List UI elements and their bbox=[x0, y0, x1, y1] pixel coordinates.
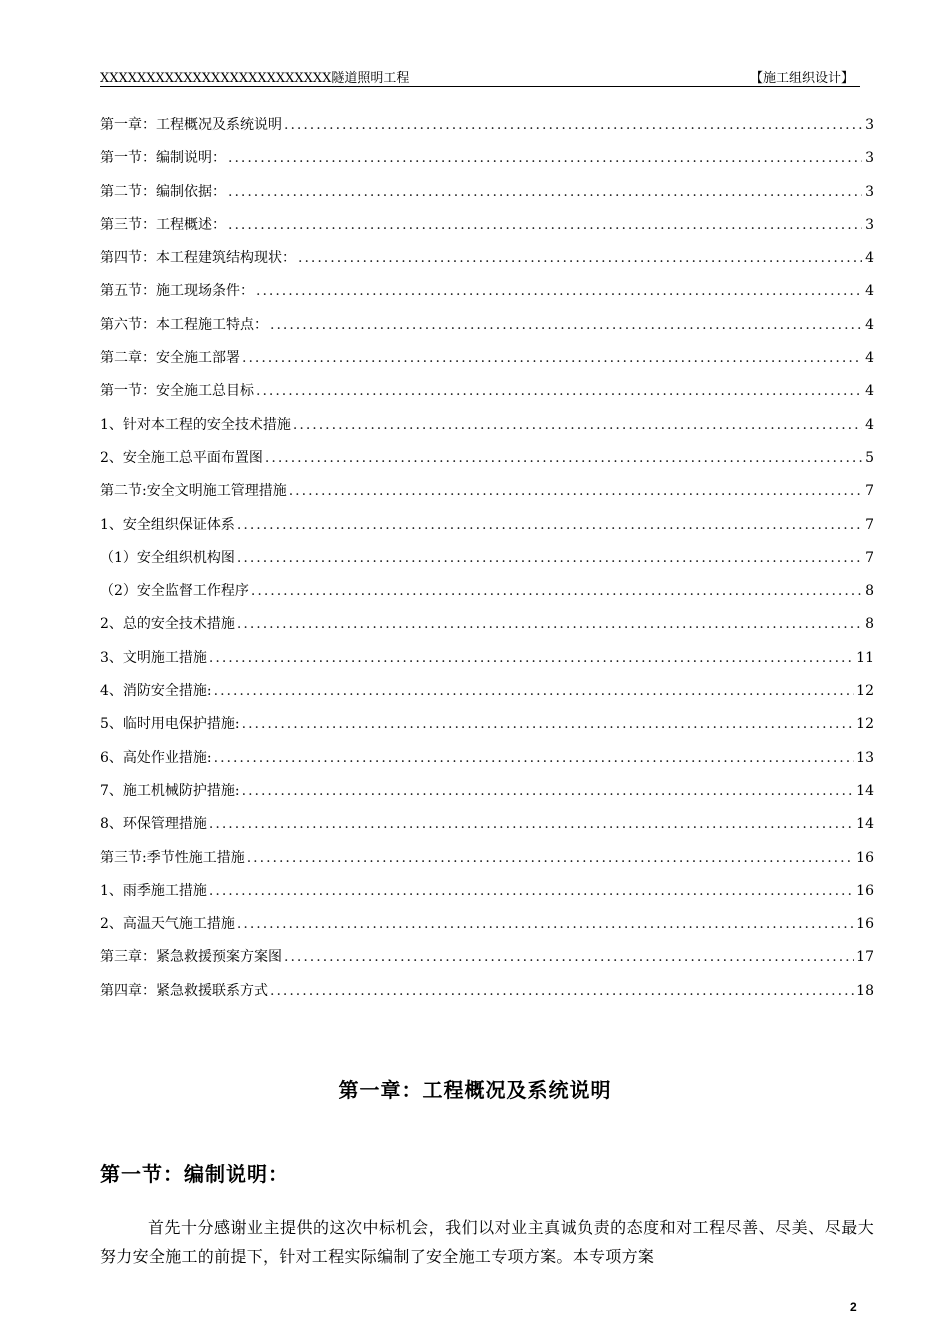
toc-entry-title: 第一节：编制说明： bbox=[100, 150, 226, 167]
toc-entry-page: 4 bbox=[865, 383, 874, 400]
toc-entry-page: 16 bbox=[856, 916, 874, 933]
table-of-contents bbox=[100, 114, 874, 1013]
chapter-title: 第一章：工程概况及系统说明 bbox=[338, 1078, 612, 1102]
toc-dot-leader bbox=[256, 283, 862, 299]
toc-entry-page: 3 bbox=[865, 150, 874, 167]
toc-entry-page: 4 bbox=[865, 416, 874, 433]
toc-entry[interactable] bbox=[100, 580, 874, 613]
toc-entry[interactable] bbox=[100, 713, 874, 746]
toc-dot-leader bbox=[214, 683, 855, 699]
toc-entry-title: （1）安全组织机构图 bbox=[100, 549, 235, 566]
body-paragraph: 首先十分感谢业主提供的这次中标机会，我们以对业主真诚负责的态度和对工程尽善、尽美、尽最大努力安全施工的前提下，针对工程实际编制了安全施工专项方案。本专项方案 bbox=[100, 1218, 874, 1266]
toc-entry[interactable] bbox=[100, 181, 874, 214]
toc-entry[interactable] bbox=[100, 214, 874, 247]
toc-dot-leader bbox=[289, 483, 862, 499]
toc-entry-title: 2、总的安全技术措施 bbox=[100, 616, 235, 633]
toc-entry[interactable] bbox=[100, 880, 874, 913]
toc-entry-page: 14 bbox=[856, 816, 874, 833]
toc-entry[interactable] bbox=[100, 980, 874, 1013]
toc-dot-leader bbox=[270, 317, 862, 333]
toc-entry-page: 3 bbox=[865, 183, 874, 200]
toc-entry[interactable] bbox=[100, 247, 874, 280]
toc-entry[interactable] bbox=[100, 114, 874, 147]
toc-entry-page: 7 bbox=[865, 516, 874, 533]
toc-dot-leader bbox=[242, 716, 855, 732]
toc-entry-title: 第三节：工程概述： bbox=[100, 216, 226, 233]
toc-dot-leader bbox=[251, 583, 862, 599]
toc-entry-page: 8 bbox=[865, 616, 874, 633]
toc-entry-page: 4 bbox=[865, 350, 874, 367]
page-header bbox=[100, 64, 860, 87]
toc-entry[interactable] bbox=[100, 147, 874, 180]
toc-dot-leader bbox=[237, 550, 862, 566]
toc-entry-title: 2、安全施工总平面布置图 bbox=[100, 449, 263, 466]
toc-dot-leader bbox=[256, 383, 862, 399]
toc-entry-title: 第三章：紧急救援预案方案图 bbox=[100, 949, 282, 966]
toc-entry-title: 6、高处作业措施: bbox=[100, 749, 212, 766]
toc-entry[interactable] bbox=[100, 414, 874, 447]
toc-entry-title: 第二节：编制依据： bbox=[100, 183, 226, 200]
toc-dot-leader bbox=[237, 916, 854, 932]
toc-entry[interactable] bbox=[100, 913, 874, 946]
toc-entry-title: 第一章：工程概况及系统说明 bbox=[100, 117, 282, 133]
toc-entry[interactable] bbox=[100, 680, 874, 713]
toc-entry-page: 5 bbox=[865, 449, 874, 466]
toc-entry-title: 1、针对本工程的安全技术措施 bbox=[100, 416, 291, 433]
toc-entry[interactable] bbox=[100, 347, 874, 380]
toc-dot-leader bbox=[270, 983, 854, 999]
toc-entry[interactable] bbox=[100, 447, 874, 480]
toc-entry-title: 第二章：安全施工部署 bbox=[100, 350, 240, 367]
toc-entry[interactable] bbox=[100, 547, 874, 580]
toc-entry[interactable] bbox=[100, 946, 874, 979]
toc-entry-page: 11 bbox=[856, 649, 874, 666]
toc-dot-leader bbox=[298, 250, 862, 266]
toc-entry-title: 第六节：本工程施工特点： bbox=[100, 316, 268, 333]
toc-entry[interactable] bbox=[100, 280, 874, 313]
toc-entry-title: 第一节：安全施工总目标 bbox=[100, 383, 254, 400]
toc-entry-title: 8、环保管理措施 bbox=[100, 816, 207, 833]
toc-entry-page: 4 bbox=[865, 250, 874, 267]
toc-entry[interactable] bbox=[100, 314, 874, 347]
toc-entry[interactable] bbox=[100, 613, 874, 646]
toc-dot-leader bbox=[247, 850, 854, 866]
toc-dot-leader bbox=[242, 350, 862, 366]
toc-dot-leader bbox=[209, 883, 854, 899]
toc-dot-leader bbox=[284, 117, 862, 133]
toc-entry-page: 4 bbox=[865, 316, 874, 333]
toc-dot-leader bbox=[242, 783, 855, 799]
toc-entry-title: 1、雨季施工措施 bbox=[100, 882, 207, 899]
page-number: 2 bbox=[850, 1300, 857, 1314]
toc-entry-title: 第四章：紧急救援联系方式 bbox=[100, 982, 268, 999]
toc-entry-page: 18 bbox=[856, 982, 874, 999]
toc-dot-leader bbox=[209, 650, 854, 666]
toc-entry-page: 4 bbox=[865, 283, 874, 300]
toc-entry-title: 第四节：本工程建筑结构现状： bbox=[100, 250, 296, 267]
toc-entry[interactable] bbox=[100, 847, 874, 880]
toc-entry-page: 12 bbox=[856, 716, 874, 733]
header-doc-type: 【施工组织设计】 bbox=[749, 71, 854, 86]
header-project-name: XXXXXXXXXXXXXXXXXXXXXXXXX隧道照明工程 bbox=[100, 71, 410, 86]
toc-entry-title: 3、文明施工措施 bbox=[100, 649, 207, 666]
toc-entry[interactable] bbox=[100, 514, 874, 547]
toc-entry-title: 4、消防安全措施: bbox=[100, 683, 212, 700]
toc-entry[interactable] bbox=[100, 647, 874, 680]
toc-dot-leader bbox=[228, 150, 862, 166]
toc-entry-title: 2、高温天气施工措施 bbox=[100, 916, 235, 933]
toc-dot-leader bbox=[284, 949, 854, 965]
toc-dot-leader bbox=[293, 417, 862, 433]
toc-dot-leader bbox=[228, 217, 862, 233]
toc-entry-page: 12 bbox=[856, 683, 874, 700]
toc-entry-page: 13 bbox=[856, 749, 874, 766]
toc-entry-title: 第三节:季节性施工措施 bbox=[100, 849, 245, 866]
toc-dot-leader bbox=[237, 616, 862, 632]
toc-dot-leader bbox=[228, 184, 862, 200]
toc-entry-page: 17 bbox=[856, 949, 874, 966]
toc-dot-leader bbox=[265, 450, 862, 466]
toc-dot-leader bbox=[209, 816, 854, 832]
toc-entry[interactable] bbox=[100, 747, 874, 780]
toc-entry-page: 3 bbox=[865, 216, 874, 233]
toc-entry-title: 第二节:安全文明施工管理措施 bbox=[100, 483, 287, 500]
toc-entry-title: 7、施工机械防护措施: bbox=[100, 782, 240, 799]
toc-entry-page: 7 bbox=[865, 483, 874, 500]
toc-entry-page: 14 bbox=[856, 782, 874, 799]
toc-entry[interactable] bbox=[100, 780, 874, 813]
toc-entry-title: 5、临时用电保护措施: bbox=[100, 716, 240, 733]
toc-dot-leader bbox=[237, 517, 862, 533]
toc-dot-leader bbox=[214, 750, 855, 766]
toc-entry-page: 16 bbox=[856, 849, 874, 866]
toc-entry-title: 1、安全组织保证体系 bbox=[100, 516, 235, 533]
toc-entry-title: （2）安全监督工作程序 bbox=[100, 583, 249, 600]
toc-entry-title: 第五节：施工现场条件： bbox=[100, 283, 254, 300]
toc-entry-page: 7 bbox=[865, 549, 874, 566]
toc-entry[interactable] bbox=[100, 813, 874, 846]
toc-entry[interactable] bbox=[100, 480, 874, 513]
toc-entry-page: 8 bbox=[865, 583, 874, 600]
section-title: 第一节：编制说明： bbox=[100, 1162, 289, 1186]
toc-entry[interactable] bbox=[100, 380, 874, 413]
toc-entry-page: 3 bbox=[865, 117, 874, 133]
toc-entry-page: 16 bbox=[856, 882, 874, 899]
